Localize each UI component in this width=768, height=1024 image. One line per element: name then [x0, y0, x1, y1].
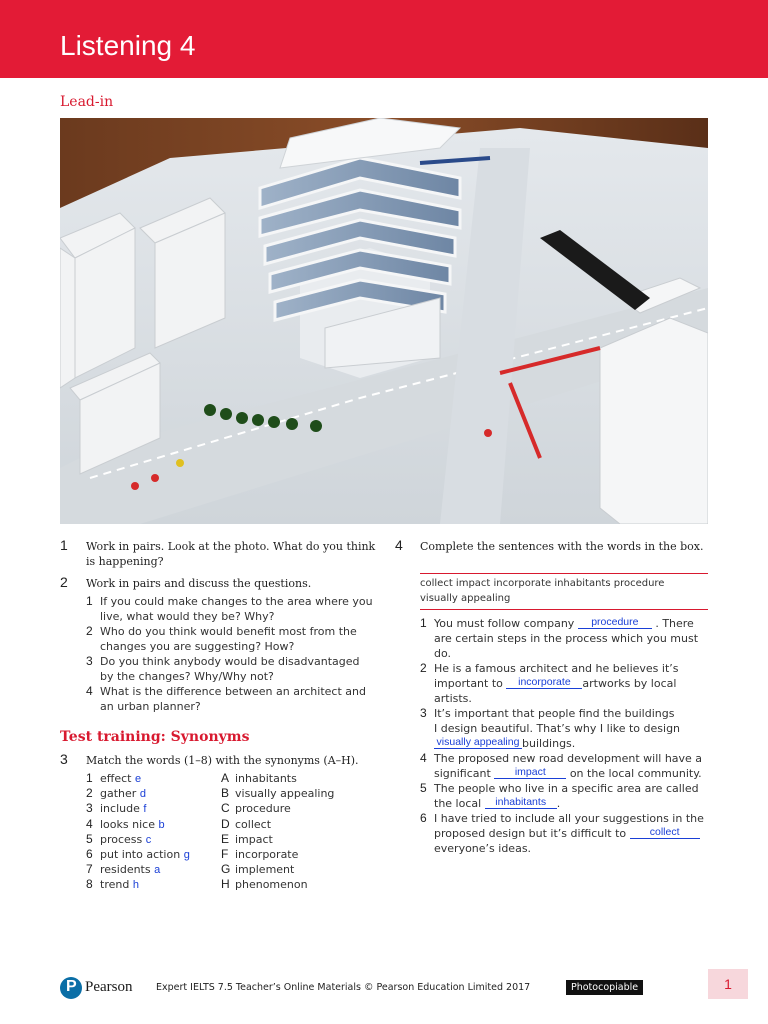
list-item: 5 The people who live in a specific area are called the local inhabitants .	[420, 781, 699, 810]
synonyms-list	[221, 771, 381, 893]
answer-blank: incorporate	[506, 676, 582, 689]
list-item: 2 gather d	[86, 786, 146, 801]
list-item: 1 effect e	[86, 771, 142, 785]
copyright-text: Expert IELTS 7.5 Teacher’s Online Materials © Pearson Education Limited 2017	[156, 982, 531, 993]
question-1-text: Work in pairs. Look at the photo. What do you think is happening?	[86, 540, 376, 568]
list-item: 4 looks nice b	[86, 816, 165, 831]
list-item: 8 trend h	[86, 877, 139, 892]
answer-text: d	[139, 788, 146, 801]
question-2-list	[86, 594, 376, 714]
question-4-text: Complete the sentences with the words in the box.	[420, 540, 704, 553]
lead-in-heading: Lead-in	[60, 94, 114, 110]
test-training-heading: Test training: Synonyms	[60, 729, 250, 745]
photocopiable-badge: Photocopiable	[566, 980, 643, 995]
answer-text: h	[132, 879, 139, 892]
list-item: 6 put into action g	[86, 846, 190, 861]
list-item: H phenomenon	[221, 877, 308, 892]
word-box-line: collect impact incorporate inhabitants procedure	[420, 578, 665, 589]
list-item: 3 include f	[86, 801, 147, 816]
list-item: 1 If you could make changes to the area where you live, what would they be? Why?	[86, 594, 373, 623]
answer-blank: collect	[630, 826, 700, 839]
architecture-model-photo	[60, 118, 708, 524]
list-item: 2 He is a famous architect and he believes it’s important to incorporate artworks by local artists.	[420, 661, 679, 705]
list-item: 5 process c	[86, 831, 152, 846]
list-item: 1 You must follow company procedure . There are certain steps in the process which you must do.	[420, 616, 699, 660]
list-item: 6 I have tried to include all your suggestions in the proposed design but it’s difficult to collect everyone’s ideas.	[420, 811, 704, 855]
answer-blank: impact	[494, 766, 566, 779]
answer-blank: procedure	[578, 616, 652, 629]
answer-text: e	[134, 773, 142, 785]
list-item: E impact	[221, 831, 273, 846]
answer-text: a	[154, 864, 161, 877]
footer	[60, 972, 732, 1002]
words-list	[86, 771, 216, 893]
answer-blank: inhabitants	[485, 796, 557, 809]
answer-text: f	[143, 803, 147, 816]
question-2-number: 2	[60, 574, 68, 590]
answer-text: g	[183, 848, 190, 861]
list-item: F incorporate	[221, 846, 299, 861]
list-item: 2 Who do you think would benefit most from the changes you are suggesting? How?	[86, 624, 357, 653]
list-item: G implement	[221, 862, 295, 877]
list-item: 4 The proposed new road development will have a significant impact on the local community.	[420, 751, 703, 780]
list-item: C procedure	[221, 801, 291, 816]
list-item: B visually appealing	[221, 786, 335, 801]
answer-text: b	[158, 818, 165, 831]
list-item: 7 residents a	[86, 862, 161, 877]
question-4-number: 4	[395, 537, 403, 553]
list-item: 3 It’s important that people find the buildings I design beautiful. That’s why I like to design visually appealing buildings.	[420, 706, 681, 750]
sentences-list	[420, 616, 710, 856]
answer-blank: visually appealing	[434, 736, 522, 749]
question-3-text: Match the words (1–8) with the synonyms (A–H).	[86, 754, 359, 767]
page-number: 1	[708, 969, 748, 999]
word-box-line: visually appealing	[420, 593, 511, 604]
pearson-brand: Pearson	[85, 979, 133, 995]
page-title: Listening 4	[60, 30, 196, 61]
pearson-logo-icon: P	[60, 977, 82, 999]
question-1-number: 1	[60, 537, 68, 553]
question-2-text: Work in pairs and discuss the questions.	[86, 577, 312, 590]
answer-text: c	[145, 833, 152, 846]
list-item: A inhabitants	[221, 771, 297, 785]
list-item: 3 Do you think anybody would be disadvantaged by the changes? Why/Why not?	[86, 654, 360, 683]
list-item: 4 What is the difference between an architect and an urban planner?	[86, 684, 366, 713]
word-box	[420, 573, 708, 610]
question-3-number: 3	[60, 751, 68, 767]
list-item: D collect	[221, 816, 272, 831]
